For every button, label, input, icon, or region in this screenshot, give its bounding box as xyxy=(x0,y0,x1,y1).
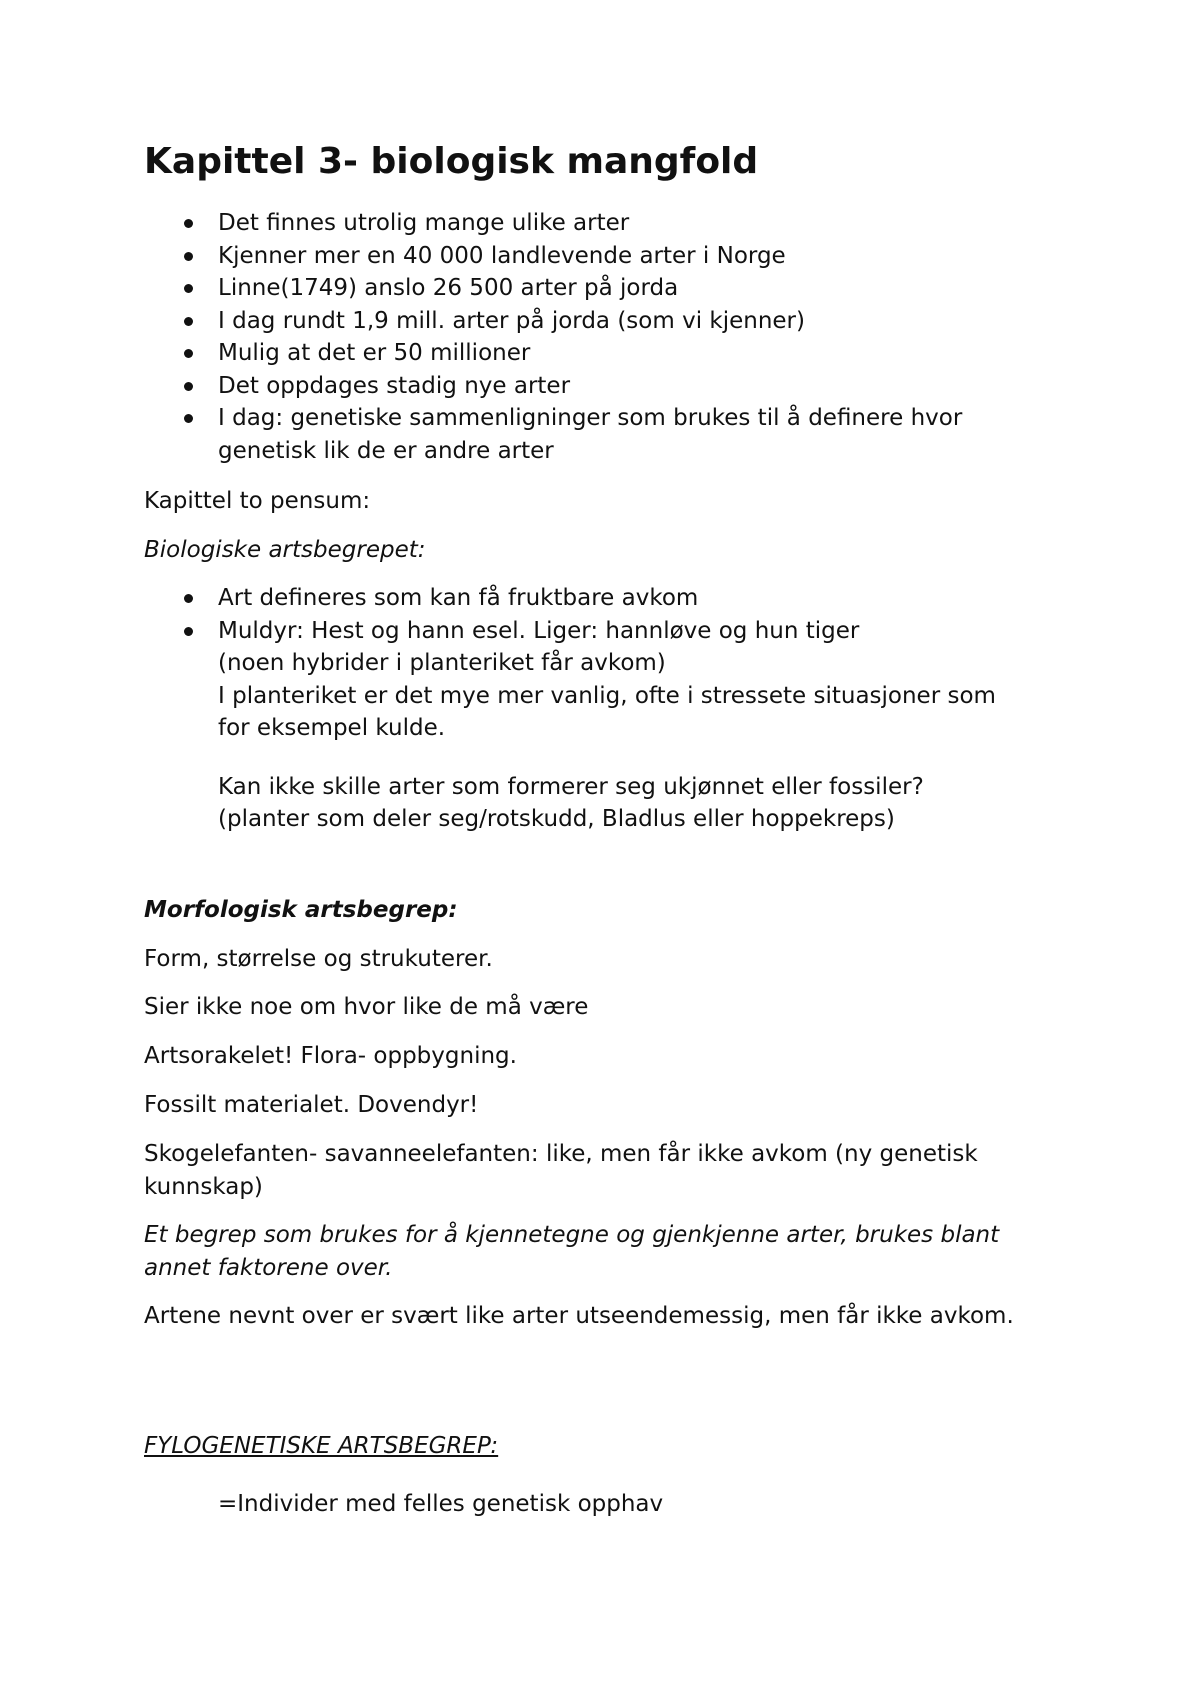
bullet-line: (noen hybrider i planteriket får avkom) xyxy=(218,650,666,676)
spacer xyxy=(218,745,1064,771)
list-item xyxy=(144,615,1064,836)
kapittel-to-label: Kapittel to pensum: xyxy=(144,488,371,514)
morfologisk-heading: Morfologisk artsbegrep: xyxy=(144,897,458,923)
list-item: Art defineres som kan få fruktbare avkom xyxy=(144,582,1064,615)
morfologisk-paragraph: Sier ikke noe om hvor like de må være xyxy=(144,994,589,1020)
morfologisk-paragraph: Fossilt materialet. Dovendyr! xyxy=(144,1092,479,1118)
list-item: Linne(1749) anslo 26 500 arter på jorda xyxy=(144,272,1064,305)
biologisk-bullet-list xyxy=(144,582,1064,836)
list-item: Kjenner mer en 40 000 landlevende arter i Norge xyxy=(144,240,1064,273)
bullet-line: (planter som deler seg/rotskudd, Bladlus eller hoppekreps) xyxy=(218,806,895,832)
morfologisk-definition: Et begrep som brukes for å kjennetegne og gjenkjenne arter, brukes blant annet faktorene over. xyxy=(144,1222,1000,1281)
intro-bullet-list xyxy=(144,207,1064,467)
list-item: I dag rundt 1,9 mill. arter på jorda (som vi kjenner) xyxy=(144,305,1064,338)
list-item: Det oppdages stadig nye arter xyxy=(144,370,1064,403)
morfologisk-paragraph: Form, størrelse og strukuterer. xyxy=(144,946,493,972)
biologisk-heading: Biologiske artsbegrepet: xyxy=(144,537,426,563)
bullet-line: Muldyr: Hest og hann esel. Liger: hannløve og hun tiger xyxy=(218,617,860,644)
list-item: Mulig at det er 50 millioner xyxy=(144,337,1064,370)
morfologisk-paragraph: Artsorakelet! Flora- oppbygning. xyxy=(144,1043,517,1069)
bullet-line: I planteriket er det mye mer vanlig, ofte i stressete situasjoner som for eksempel kulde. xyxy=(218,682,996,741)
morfologisk-paragraph: Skogelefanten- savanneelefanten: like, men får ikke avkom (ny genetisk kunnskap) xyxy=(144,1141,978,1200)
bullet-line: Kan ikke skille arter som formerer seg ukjønnet eller fossiler? xyxy=(218,773,924,800)
page-title: Kapittel 3- biologisk mangfold xyxy=(144,141,759,182)
list-item: Det finnes utrolig mange ulike arter xyxy=(144,207,1064,240)
morfologisk-paragraph: Artene nevnt over er svært like arter utseendemessig, men får ikke avkom. xyxy=(144,1303,1014,1329)
list-item: I dag: genetiske sammenligninger som brukes til å definere hvor genetisk lik de er andre arter xyxy=(144,402,1064,467)
fylogenetisk-heading: FYLOGENETISKE ARTSBEGREP: xyxy=(144,1433,499,1459)
fylogenetisk-definition: =Individer med felles genetisk opphav xyxy=(218,1491,664,1517)
